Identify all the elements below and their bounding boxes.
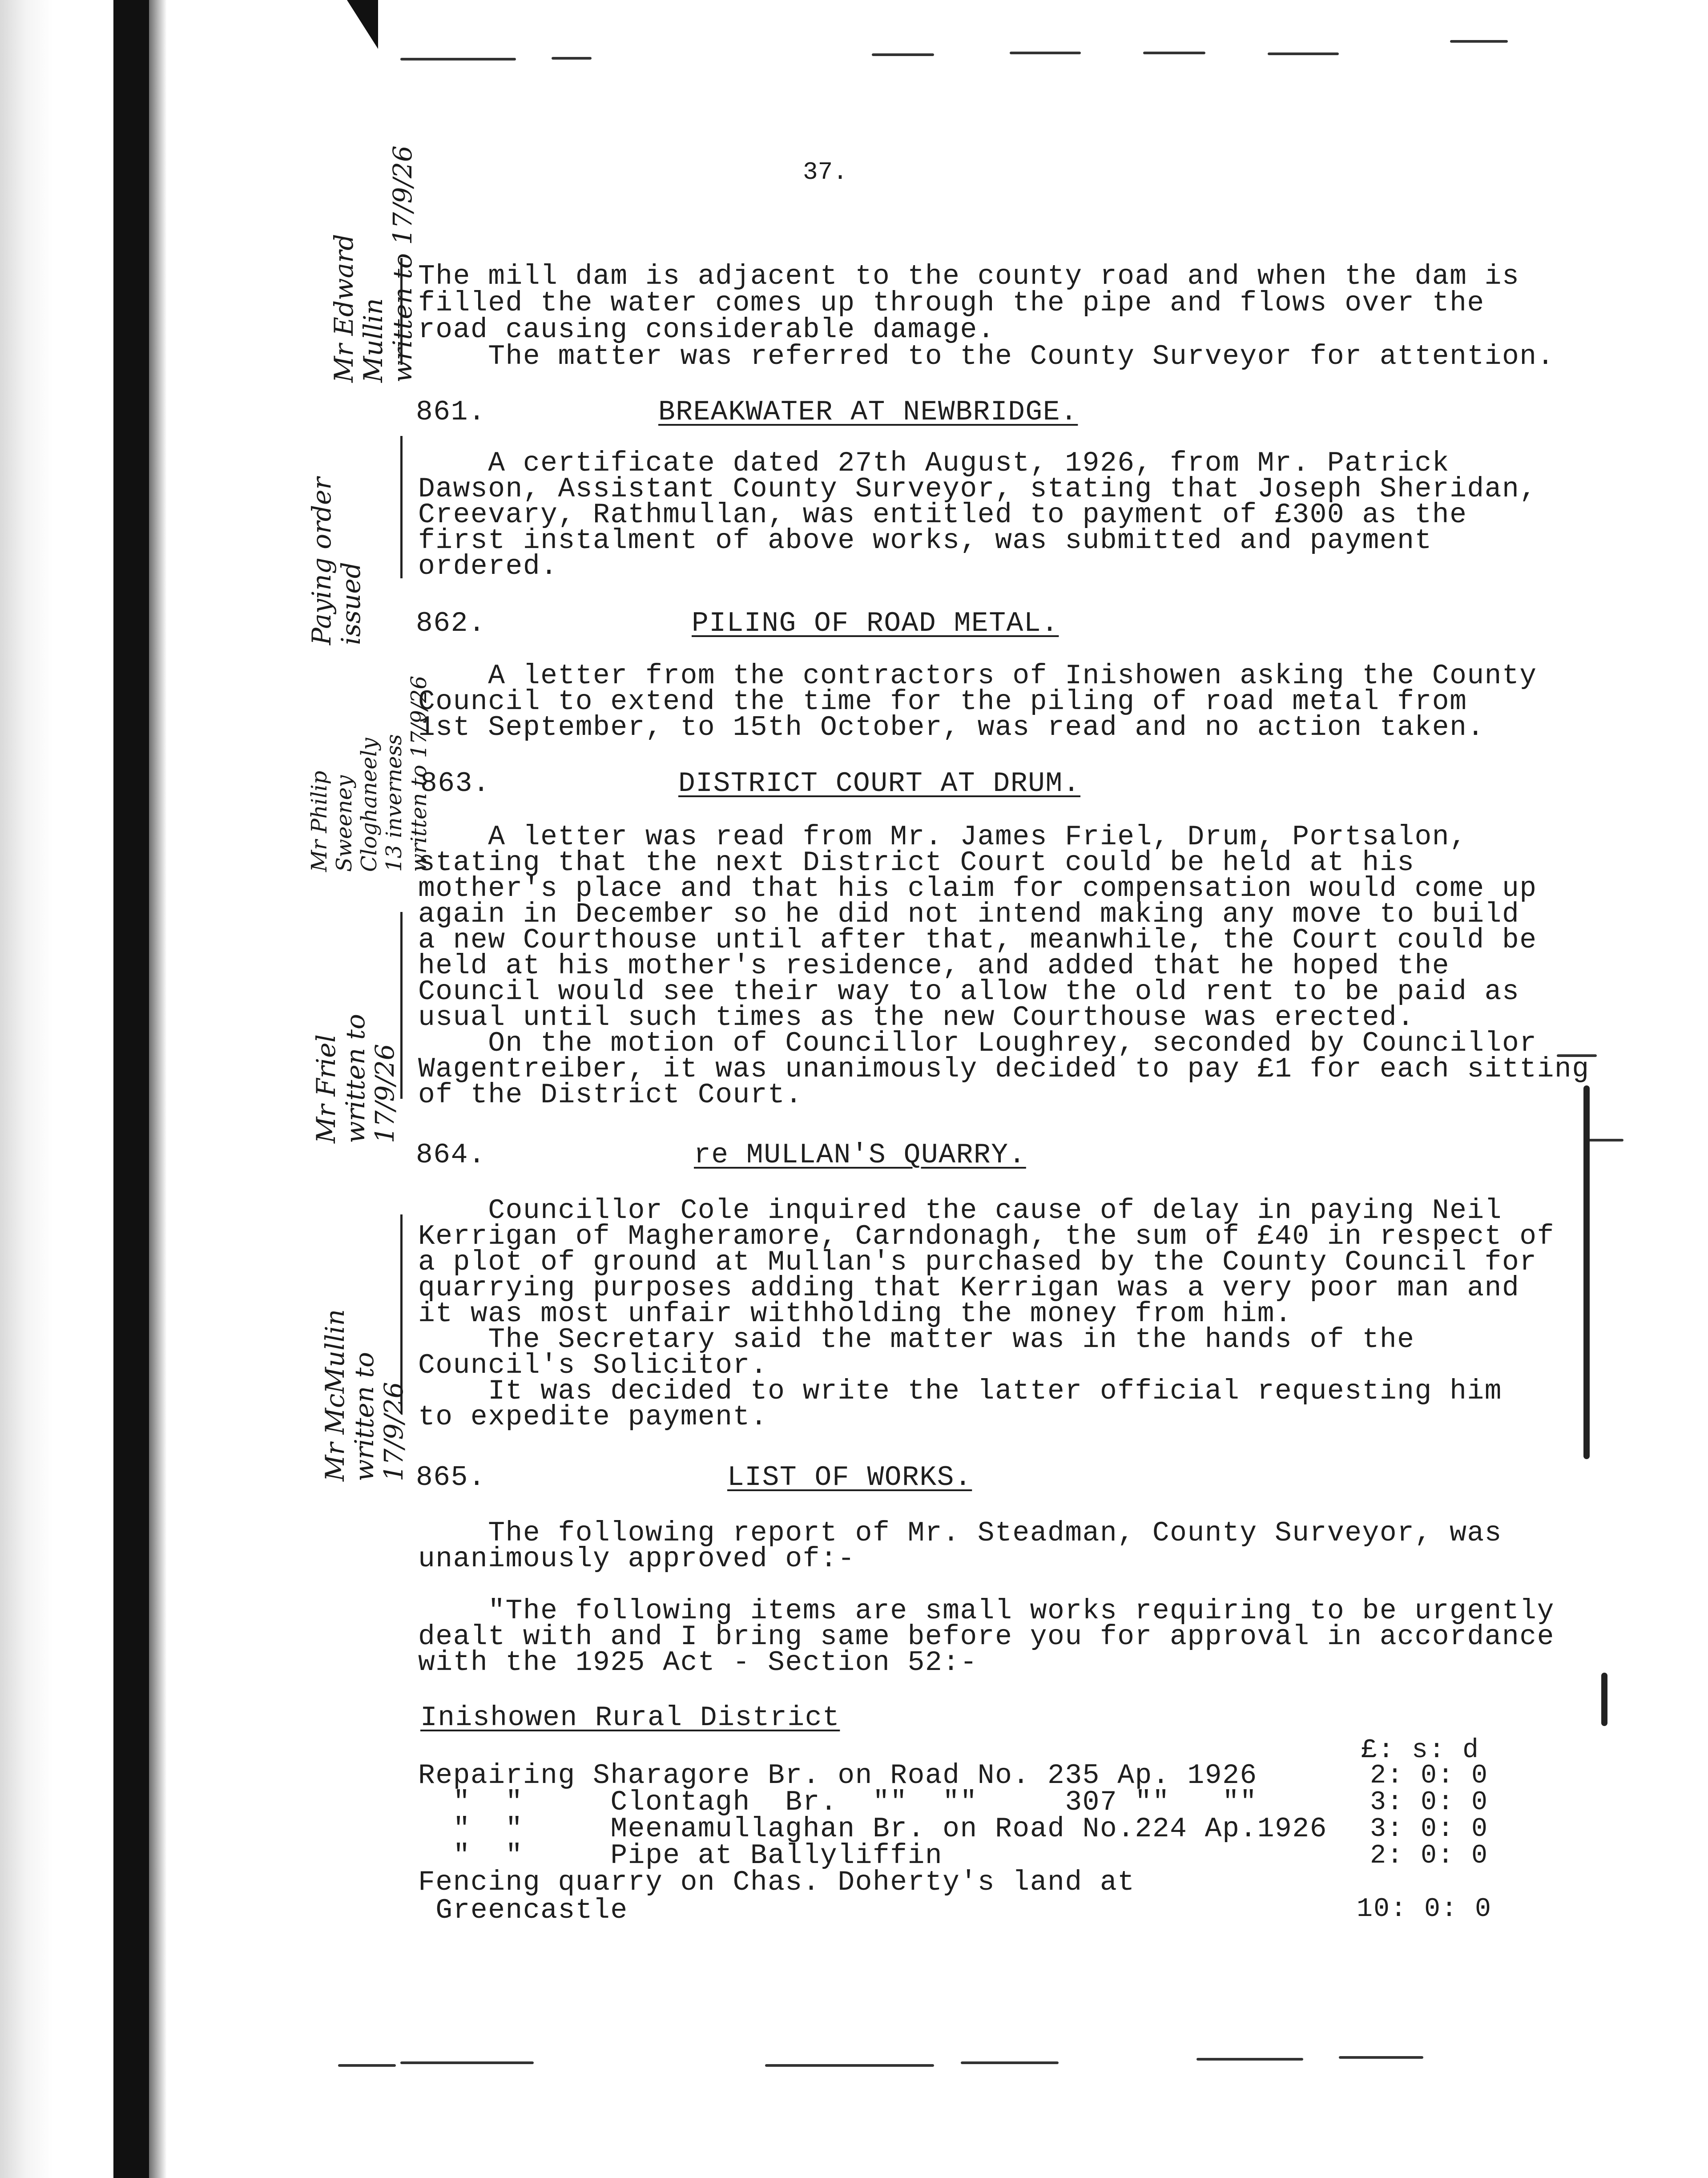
- scan-binding-gradient: [149, 0, 167, 2178]
- margin-bracket: [400, 436, 403, 578]
- works-item: Fencing quarry on Chas. Doherty's land at Greencastle: [418, 1867, 1135, 1926]
- scan-corner-fold: [347, 0, 378, 49]
- scan-dash: [552, 57, 592, 60]
- margin-note: Mr McMullin written to 17/9/26: [320, 1309, 409, 1481]
- margin-note: Mr Philip Sweeney Cloghaneely 13 inverness written to 17/9/26: [307, 675, 431, 872]
- scan-dash: [1268, 52, 1339, 55]
- text-line: The matter was referred to the County Surveyor for attention.: [418, 341, 1555, 372]
- margin-bracket: [400, 912, 403, 1099]
- works-item: Repairing Sharagore Br. on Road No. 235 Ap. 1926: [418, 1760, 1257, 1791]
- scan-dash: [1339, 2056, 1423, 2059]
- text-line: It was decided to write the latter official requesting him: [418, 1375, 1502, 1407]
- text-line: A letter was read from Mr. James Friel, Drum, Portsalon,: [418, 821, 1467, 853]
- scan-dash: [872, 53, 934, 56]
- margin-note: Mr Edward Mullin written to 17/9/26: [329, 145, 418, 383]
- text-line: of the District Court.: [418, 1079, 803, 1111]
- scan-dash: [1010, 52, 1081, 54]
- page-number: 37.: [803, 158, 848, 186]
- text-line: it was most unfair withholding the money from him.: [418, 1298, 1293, 1330]
- text-line: A letter from the contractors of Inishowen asking the County: [418, 660, 1537, 692]
- scan-dash: [1196, 2058, 1303, 2061]
- minute-number: 862.: [416, 608, 486, 639]
- section-heading: re MULLAN'S QUARRY.: [694, 1139, 1026, 1171]
- text-line: Council to extend the time for the piling of road metal from: [418, 686, 1467, 718]
- text-line: Council would see their way to allow the old rent to be paid as: [418, 976, 1520, 1008]
- text-line: A certificate dated 27th August, 1926, from Mr. Patrick: [418, 448, 1450, 479]
- scan-dash: [1143, 52, 1205, 54]
- works-item: " " Meenamullaghan Br. on Road No.224 Ap.1926: [418, 1813, 1327, 1845]
- text-line: dealt with and I bring same before you for approval in accordance: [418, 1621, 1555, 1653]
- minute-number: 865.: [416, 1462, 486, 1493]
- scan-dash: [338, 2064, 396, 2067]
- scan-streak: [1583, 1085, 1590, 1459]
- scan-dash: [400, 2061, 534, 2064]
- text-line: On the motion of Councillor Loughrey, seconded by Councillor: [418, 1028, 1537, 1059]
- works-item: " " Clontagh Br. "" "" 307 "" "": [418, 1787, 1257, 1818]
- scan-dash: [765, 2064, 934, 2067]
- text-line: unanimously approved of:-: [418, 1543, 855, 1575]
- text-line: Wagentreiber, it was unanimously decided to pay £1 for each sitting: [418, 1053, 1590, 1085]
- currency-header: £: s: d: [1361, 1735, 1480, 1766]
- text-line: Kerrigan of Magheramore, Carndonagh, the sum of £40 in respect of: [418, 1221, 1555, 1252]
- text-line: filled the water comes up through the pipe and flows over the: [418, 287, 1485, 319]
- text-line: 1st September, to 15th October, was read and no action taken.: [418, 712, 1485, 743]
- works-amount: 2: 0: 0: [1370, 1761, 1489, 1791]
- text-line: The following report of Mr. Steadman, County Surveyor, was: [418, 1517, 1502, 1549]
- text-line: Councillor Cole inquired the cause of delay in paying Neil: [418, 1195, 1502, 1226]
- text-line: The mill dam is adjacent to the county road and when the dam is: [418, 261, 1520, 292]
- section-heading: PILING OF ROAD METAL.: [692, 608, 1059, 639]
- text-line: road causing considerable damage.: [418, 314, 995, 346]
- text-line: again in December so he did not intend making any move to build: [418, 899, 1520, 930]
- works-amount: 10: 0: 0: [1357, 1894, 1492, 1924]
- works-amount: 3: 0: 0: [1370, 1787, 1489, 1818]
- scan-binding-edge: [0, 0, 111, 2178]
- text-line: a plot of ground at Mullan's purchased by the County Council for: [418, 1246, 1537, 1278]
- margin-note: Mr Friel written to 17/9/26: [311, 1014, 400, 1143]
- text-line: first instalment of above works, was submitted and payment: [418, 525, 1432, 557]
- scan-streak: [1601, 1673, 1607, 1726]
- text-line: mother's place and that his claim for compensation would come up: [418, 873, 1537, 904]
- text-line: quarrying purposes adding that Kerrigan was a very poor man and: [418, 1272, 1520, 1304]
- text-line: "The following items are small works requiring to be urgently: [418, 1595, 1555, 1627]
- scan-binding-shadow: [113, 0, 149, 2178]
- text-line: to expedite payment.: [418, 1401, 768, 1433]
- text-line: usual until such times as the new Courthouse was erected.: [418, 1002, 1415, 1033]
- text-line: held at his mother's residence, and added that he hoped the: [418, 950, 1450, 982]
- works-amount: 2: 0: 0: [1370, 1841, 1489, 1871]
- text-line: a new Courthouse until after that, meanwhile, the Court could be: [418, 924, 1537, 956]
- text-line: with the 1925 Act - Section 52:-: [418, 1647, 978, 1678]
- minute-number: 861.: [416, 396, 486, 428]
- text-line: Dawson, Assistant County Surveyor, stating that Joseph Sheridan,: [418, 473, 1537, 505]
- section-heading: BREAKWATER AT NEWBRIDGE.: [658, 396, 1078, 428]
- text-line: Council's Solicitor.: [418, 1350, 768, 1381]
- text-line: The Secretary said the matter was in the hands of the: [418, 1324, 1415, 1355]
- text-line: Creevary, Rathmullan, was entitled to payment of £300 as the: [418, 499, 1467, 531]
- minute-number: 863.: [420, 768, 491, 799]
- scan-dash: [1450, 40, 1508, 43]
- works-item: " " Pipe at Ballyliffin: [418, 1840, 943, 1871]
- district-heading: Inishowen Rural District: [420, 1702, 840, 1734]
- margin-note: Paying order issued: [306, 477, 366, 645]
- text-line: ordered.: [418, 551, 558, 582]
- scan-dash: [400, 58, 516, 60]
- scan-dash: [961, 2061, 1059, 2064]
- section-heading: LIST OF WORKS.: [727, 1462, 972, 1493]
- section-heading: DISTRICT COURT AT DRUM.: [678, 768, 1081, 799]
- text-line: stating that the next District Court could be held at his: [418, 847, 1415, 879]
- minute-number: 864.: [416, 1139, 486, 1171]
- works-amount: 3: 0: 0: [1370, 1814, 1489, 1844]
